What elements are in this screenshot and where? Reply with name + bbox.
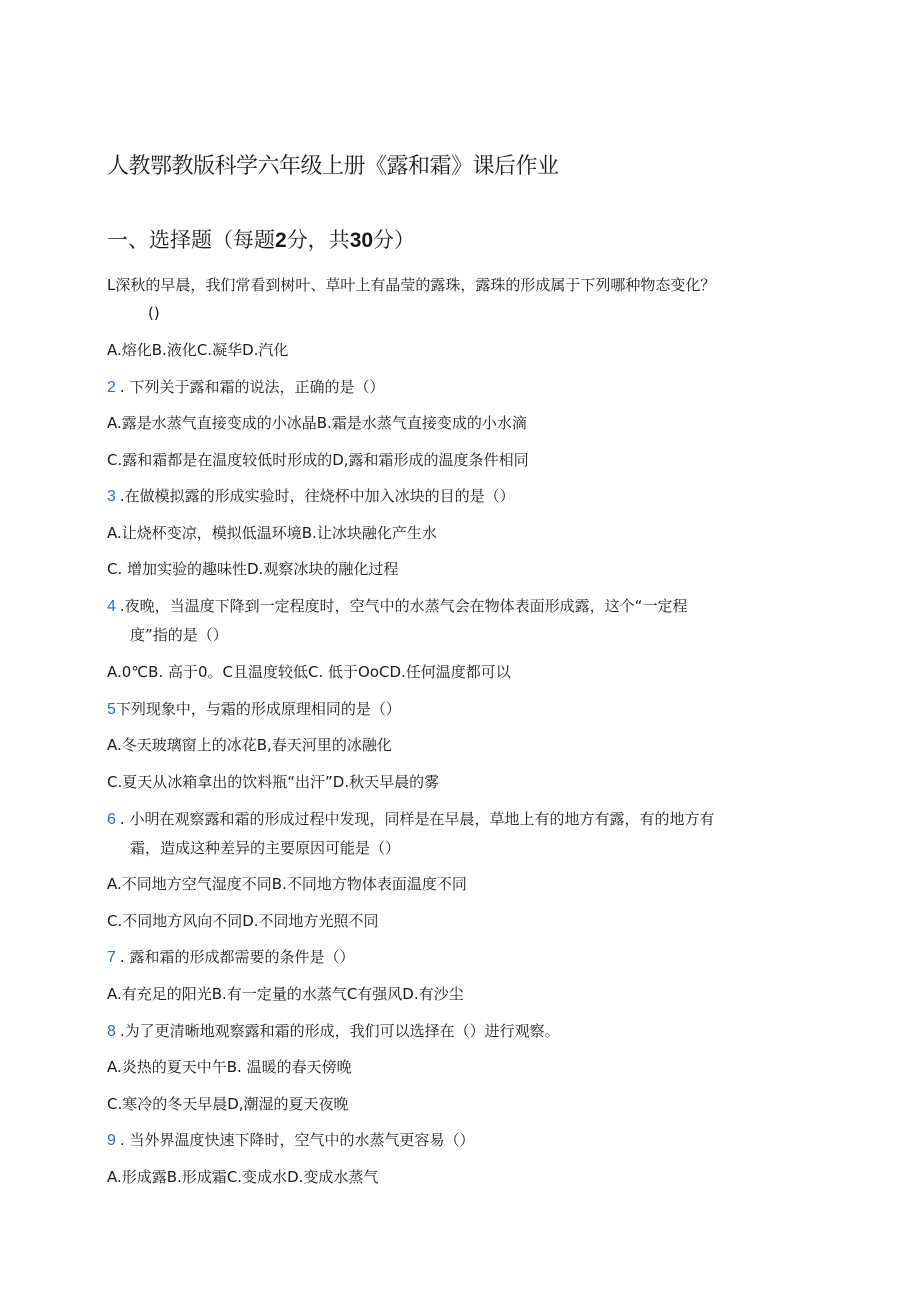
section-heading-suffix: 分） [373, 228, 416, 252]
options-text: A.冬天玻璃窗上的冰花B,春天河里的冰融化 [107, 736, 392, 754]
question-2-options-ab [107, 412, 527, 434]
question-text: 霜，造成这种差异的主要原因可能是（） [130, 839, 401, 857]
question-text: . 露和霜的形成都需要的条件是（） [119, 948, 355, 966]
question-5-options-cd [107, 771, 439, 793]
question-7-stem [107, 946, 354, 969]
question-6-options-ab [107, 873, 467, 895]
question-7-options [107, 983, 464, 1005]
options-text: C.不同地方风向不同D.不同地方光照不同 [107, 912, 379, 930]
section-heading [107, 225, 415, 256]
question-3-stem [107, 485, 515, 508]
question-5-options-ab [107, 734, 392, 756]
options-text: A.0℃B. 高于0。C且温度较低C. 低于OoCD.任何温度都可以 [107, 663, 511, 681]
question-text: 度”指的是（） [130, 626, 228, 644]
question-text: .夜晚，当温度下降到一定程度时，空气中的水蒸气会在物体表面形成露，这个“一定程 [119, 597, 688, 615]
question-text: 下列现象中，与霜的形成原理相同的是（） [115, 700, 401, 718]
options-text: A.炎热的夏天中午B. 温暖的春天傍晚 [107, 1058, 352, 1076]
question-6-options-cd [107, 910, 379, 932]
question-2-options-cd [107, 449, 529, 471]
question-number: 8 [107, 1023, 116, 1040]
question-4-options [107, 661, 511, 683]
options-text: A.不同地方空气湿度不同B.不同地方物体表面温度不同 [107, 875, 467, 893]
question-number: 3 [107, 488, 116, 505]
question-text: . 当外界温度快速下降时，空气中的水蒸气更容易（） [119, 1131, 475, 1149]
question-5-stem [107, 698, 401, 721]
question-text: .为了更清晰地观察露和霜的形成，我们可以选择在（）进行观察。 [119, 1022, 560, 1040]
question-text: () [148, 304, 160, 322]
options-text: C.露和霜都是在温度较低时形成的D,露和霜形成的温度条件相同 [107, 451, 529, 469]
question-9-stem [107, 1129, 474, 1152]
question-6-stem [107, 808, 714, 831]
question-4-stem [107, 595, 687, 618]
question-text: L深秋的早晨，我们常看到树叶、草叶上有晶莹的露珠，露珠的形成属于下列哪种物态变化？ [107, 276, 716, 294]
question-1-stem [107, 274, 715, 296]
question-3-options-cd [107, 558, 398, 580]
question-text: .在做模拟露的形成实验时，往烧杯中加入冰块的目的是（） [119, 487, 515, 505]
question-8-options-cd [107, 1093, 349, 1115]
question-2-stem [107, 376, 384, 399]
section-points-each: 2 [275, 229, 287, 252]
options-text: C.夏天从冰箱拿出的饮料瓶“出汗”D.秋天早晨的雾 [107, 773, 440, 791]
options-text: C.寒冷的冬天早晨D,潮湿的夏天夜晚 [107, 1095, 349, 1113]
question-4-stem-continued [130, 624, 228, 646]
options-text: A.让烧杯变凉，模拟低温环境B.让冰块融化产生水 [107, 524, 437, 542]
question-number: 2 [107, 379, 116, 396]
question-number: 7 [107, 949, 116, 966]
question-3-options-ab [107, 522, 437, 544]
question-number: 4 [107, 598, 116, 615]
question-1-blank [148, 302, 160, 324]
question-6-stem-continued [130, 837, 400, 859]
section-total-points: 30 [349, 229, 374, 252]
question-number: 6 [107, 811, 116, 828]
options-text: A.形成露B.形成霜C.变成水D.变成水蒸气 [107, 1168, 379, 1186]
options-text: A.熔化B.液化C.凝华D.汽化 [107, 341, 289, 359]
question-number: 5 [107, 701, 116, 718]
options-text: A.有充足的阳光B.有一定量的水蒸气C有强风D.有沙尘 [107, 985, 464, 1003]
section-heading-middle: 分，共 [286, 228, 350, 252]
question-1-options [107, 339, 288, 361]
question-text: . 下列关于露和霜的说法，正确的是（） [119, 378, 385, 396]
section-heading-prefix: 一、选择题（每题 [107, 228, 275, 252]
question-9-options [107, 1166, 378, 1188]
options-text: C. 增加实验的趣味性D.观察冰块的融化过程 [107, 560, 399, 578]
question-8-stem [107, 1020, 560, 1043]
question-number: 9 [107, 1132, 116, 1149]
question-8-options-ab [107, 1056, 352, 1078]
document-title: 人教鄂教版科学六年级上册《露和霜》课后作业 [107, 154, 559, 179]
options-text: A.露是水蒸气直接变成的小冰晶B.霜是水蒸气直接变成的小水滴 [107, 414, 527, 432]
question-text: . 小明在观察露和霜的形成过程中发现，同样是在早晨，草地上有的地方有露，有的地方有 [119, 810, 715, 828]
